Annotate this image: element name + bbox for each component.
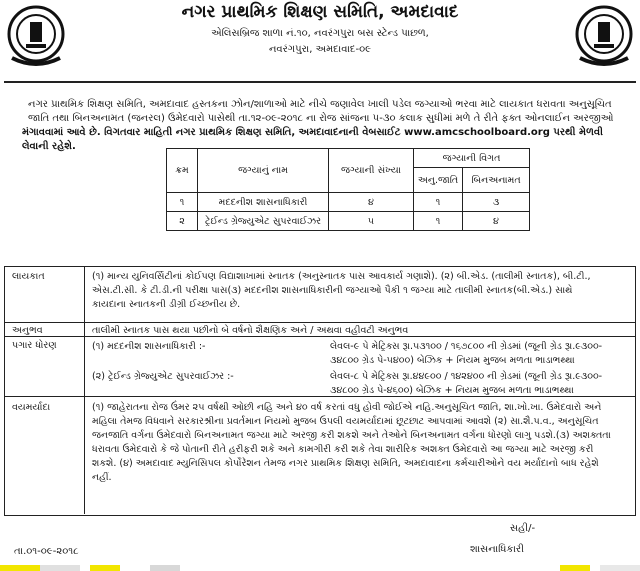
- age-line-6: નહીં.: [92, 472, 112, 483]
- header-divider: [4, 81, 636, 83]
- qualification-line-2: એસ.ટી.સી. કે ટી.ડી.ની પરીક્ષા પાસ(૩) મદદનીશ શાસનાધિકારીની જગ્યાઓ પૈકી ૧ જગ્યા માટે તાલીમી સ્નાતક(બી.એડ.) સાથે: [92, 285, 573, 296]
- age-line-5: શકશે. (૪) અમદાવાદ મ્યુનિસિપલ કોર્પોરેશન તેમજ નગર પ્રાથમિક શિક્ષણ સમિતિ, અમદાવાદના કર્મચારીઓને વય મર્યાદાનો બાધ રહેશે: [92, 458, 599, 469]
- qualification-line-1: (૧) માન્ય યુનિવર્સિટીનાં કોઈપણ વિદ્યાશાખામાં સ્નાતક (અનુસ્નાતક પાસ આવકાર્ય ગણાશે). (૨) બી.એડ. (તાલીમી સ્નાતક), બી.ટી.,: [92, 271, 591, 282]
- left-seal-logo: [6, 4, 66, 68]
- experience-text: તાલીમી સ્નાતક પાસ થયા પછીનો બે વર્ષનો શૈક્ષણિક અને / અથવા વહીવટી અનુભવ: [92, 325, 409, 336]
- intro-line-1: નગર પ્રાથમિક શિક્ષણ સમિતિ, અમદાવાદ હસ્તકના ઝોન/શાળાઓ માટે નીચે જણાવેલ ખાલી પડેલ જગ્યાઓ ભરવા માટે લાયકાત ધરાવતા અનુસૂચિત: [28, 99, 612, 110]
- experience-label: અનુભવ: [12, 325, 43, 336]
- pay-post-2-line-1: લેવલ-૮ પે મેટ્રિક્સ રૂા.૪૪૯૦૦ / ૧૪૨૪૦૦ ની ગ્રેડમાં (જૂની ગ્રેડ રૂા.૯૩૦૦-: [330, 371, 603, 382]
- address-line-2: નવરંગપુરા, અમદાવાદ-૦૯: [268, 44, 372, 55]
- qualification-label: લાયકાત: [12, 271, 45, 282]
- address-line-1: એલિસબ્રિજ શાળા નં.૧૦, નવરંગપુરા બસ સ્ટેન્ડ પાછળ,: [211, 28, 429, 39]
- intro-line-3: મંગાવવામાં આવે છે. વિગતવાર માહિતી નગર પ્રાથમિક શિક્ષણ સમિતિ, અમદાવાદનાની વેબસાઈટ www.amcschoolboard.org પરથી મેળવી લેવાની રહેશે.: [22, 127, 603, 152]
- age-line-3: જનજાતિ વર્ગના ઉમેદવારો બિનઅનામત જગ્યા માટે અરજી કરી શકશે અને તેઓને બિનઅનામત વર્ગના ધોરણો લાગુ પડશે.(૩) અશક્તતા: [92, 430, 611, 441]
- age-label: વયમર્યાદા: [12, 402, 51, 413]
- intro-line-2: જાતિ તથા બિનઅનામત (જનરલ) ઉમેદવારો પાસેથી તા.૧૨-૦૯-૨૦૧૮ ના રોજ સાંજના ૫-૩૦ કલાક સુધીમાં મળે તે રીતે ફક્ત ઓનલાઈન અરજીઓ: [28, 113, 614, 124]
- sub-header-general: બિનઅનામત: [463, 168, 530, 193]
- print-color-strip: [90, 565, 120, 571]
- col-header-sr: ક્રમ: [167, 149, 198, 193]
- pay-post-1: (૧) મદદનીશ શાસનાધિકારી :-: [92, 341, 206, 352]
- sub-header-sc: અનુ.જાતિ: [414, 168, 463, 193]
- signatory-designation: શાસનાધિકારી: [470, 544, 524, 555]
- print-color-strip: [0, 565, 40, 571]
- right-seal-logo: [574, 4, 634, 68]
- cell-count: ૪: [329, 193, 414, 212]
- cell-post: મદદનીશ શાસનાધિકારી: [198, 193, 329, 212]
- pay-label: પગાર ધોરણ: [12, 340, 57, 351]
- table-row: [167, 212, 530, 231]
- page-title: નગર પ્રાથમિક શિક્ષણ સમિતિ, અમદાવાદ: [181, 2, 459, 22]
- age-line-2: મહિલા તેમજ વિધવાને સરકારશ્રીના પ્રવર્તમાન નિયમો મુજબ ઉપલી વયમર્યાદામાં છૂટછાટ આપવામાં આવશે (૨) સા.શૈ.પ.વ., અનુસૂચિત: [92, 416, 599, 427]
- cell-sc: ૧: [414, 193, 463, 212]
- grid-column-divider: [84, 266, 85, 514]
- vacancy-table: [166, 148, 530, 231]
- print-color-strip: [600, 565, 640, 571]
- print-color-strip: [150, 565, 180, 571]
- col-header-details: જગ્યાની વિગત: [414, 149, 530, 168]
- print-color-strip: [40, 565, 80, 571]
- signature-mark: સહી/-: [510, 523, 536, 534]
- age-line-4: ધરાવતા ઉમેદવારો કે જે પોતાની રીતે હરીફરી શકે અને કામગીરી કરી શકે તેવા શારીરિક અશક્ત ઉમેદવારો આ જગ્યા માટે અરજી કરી: [92, 444, 594, 455]
- print-color-strip: [560, 565, 590, 571]
- pay-post-2: (૨) ટ્રેઈન્ડ ગ્રેજ્યુએટ સુપરવાઈઝર :-: [92, 371, 234, 382]
- pay-post-2-line-2: ૩૪૮૦૦ ગ્રેડ પે-૪૬૦૦) બેઝિક + નિયમ મુજબ મળતા ભાડાભથ્થા: [330, 385, 574, 396]
- qualification-line-3: કાયદાના સ્નાતકની ડીગ્રી ઈચ્છનીય છે.: [92, 299, 241, 310]
- cell-sc: ૧: [414, 212, 463, 231]
- cell-sr: ૧: [167, 193, 198, 212]
- cell-count: ૫: [329, 212, 414, 231]
- pay-post-1-line-1: લેવલ-૯ પે મેટ્રિક્સ રૂા.૫૩૧૦૦ / ૧૬૭૮૦૦ ની ગ્રેડમાં (જૂની ગ્રેડ રૂા.૯૩૦૦-: [330, 341, 603, 352]
- row-divider: [4, 322, 635, 323]
- pay-post-1-line-2: ૩૪૮૦૦ ગ્રેડ પે-૫૪૦૦) બેઝિક + નિયમ મુજબ મળતા ભાડાભથ્થા: [330, 355, 575, 366]
- age-line-1: (૧) જાહેરાતના રોજ ઉંમર ૨૫ વર્ષથી ઓછી નહિ અને ૪૦ વર્ષ કરતાં વધુ હોવી જોઈએ નહિ.અનુસૂચિત જાતિ, શા.ખો.ખા. ઉમેદવારો અને: [92, 402, 602, 413]
- notice-date: તા.૦૧-૦૯-૨૦૧૮: [14, 546, 79, 557]
- col-header-post: જગ્યાનું નામ: [198, 149, 329, 193]
- cell-general: ૩: [463, 193, 530, 212]
- cell-sr: ૨: [167, 212, 198, 231]
- cell-post: ટ્રેઈન્ડ ગ્રેજ્યુએટ સુપરવાઈઝર: [198, 212, 329, 231]
- cell-general: ૪: [463, 212, 530, 231]
- col-header-count: જગ્યાની સંખ્યા: [329, 149, 414, 193]
- table-row: [167, 193, 530, 212]
